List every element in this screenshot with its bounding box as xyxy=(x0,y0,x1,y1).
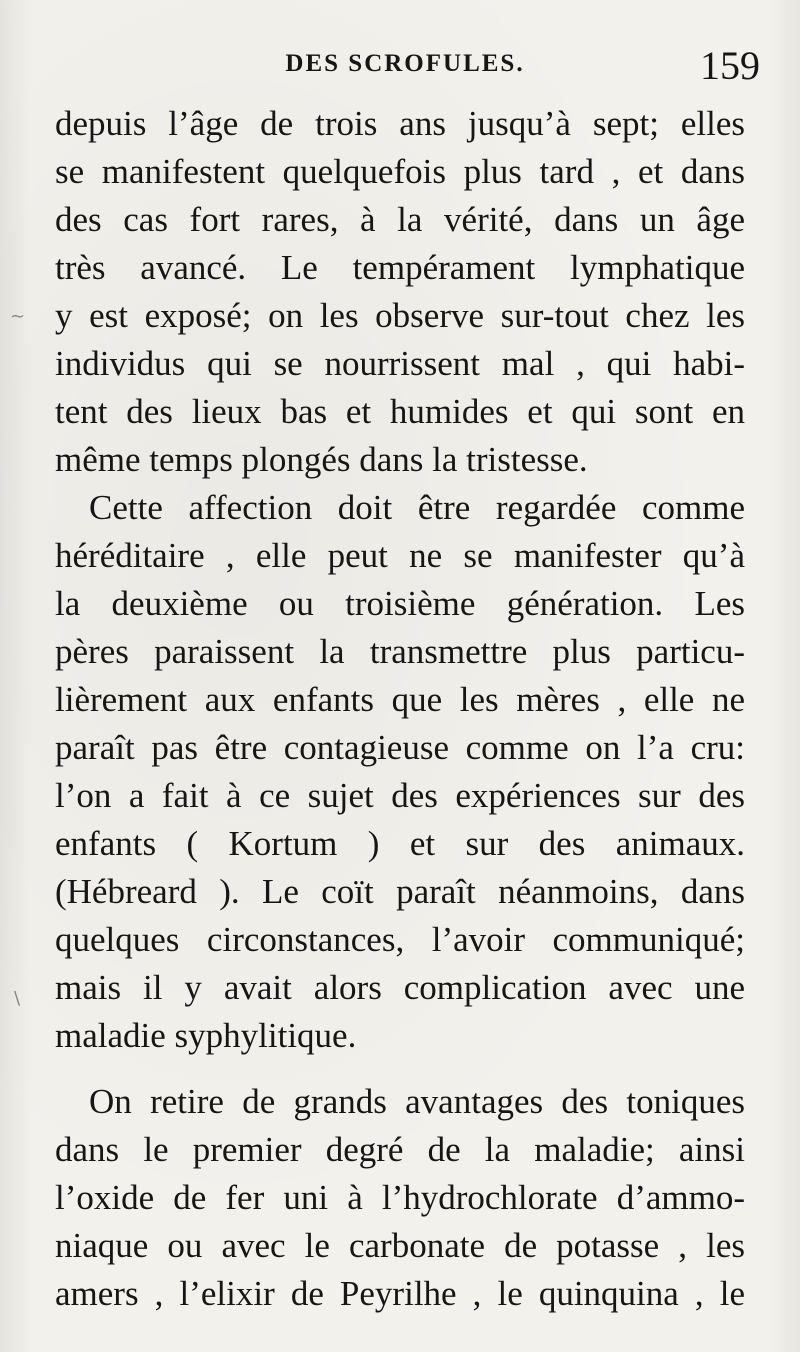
text-line: héréditaire , elle peut ne se manifester qu’à xyxy=(55,536,745,575)
text-line: l’on a fait à ce sujet des expériences sur des xyxy=(55,776,745,815)
text-line: On retire de grands avantages des toniques xyxy=(89,1082,745,1121)
text-line: la deuxième ou troisième génération. Les xyxy=(55,584,745,623)
text-line: tent des lieux bas et humides et qui sont en xyxy=(55,392,745,431)
text-line: individus qui se nourrissent mal , qui habi- xyxy=(55,344,745,383)
text-line: niaque ou avec le carbonate de potasse , les xyxy=(55,1226,745,1265)
margin-tick-mark: \ xyxy=(14,988,21,1009)
text-line: se manifestent quelquefois plus tard , et dans xyxy=(55,152,745,191)
body-text xyxy=(55,100,745,1318)
text-line: paraît pas être contagieuse comme on l’a cru: xyxy=(55,728,745,767)
text-line: lièrement aux enfants que les mères , elle ne xyxy=(55,680,745,719)
text-line: maladie syphylitique. xyxy=(55,1016,357,1055)
text-line: Cette affection doit être regardée comme xyxy=(89,488,745,527)
text-line: depuis l’âge de trois ans jusqu’à sept; elles xyxy=(55,104,745,143)
text-line: (Hébreard ). Le coït paraît néanmoins, dans xyxy=(55,872,745,911)
text-line: même temps plongés dans la tristesse. xyxy=(55,440,588,479)
text-line: quelques circonstances, l’avoir communiqué; xyxy=(55,920,745,959)
text-line: pères paraissent la transmettre plus particu- xyxy=(55,632,745,671)
text-line: l’oxide de fer uni à l’hydrochlorate d’ammo- xyxy=(55,1178,745,1217)
paragraph xyxy=(55,100,745,484)
text-line: dans le premier degré de la maladie; ainsi xyxy=(55,1130,745,1169)
text-line: mais il y avait alors complication avec une xyxy=(55,968,745,1007)
running-head: DES SCROFULES. xyxy=(285,50,525,77)
margin-tick-mark: ~ xyxy=(10,306,26,327)
page-header xyxy=(50,43,760,90)
text-line: enfants ( Kortum ) et sur des animaux. xyxy=(55,824,745,863)
text-line: des cas fort rares, à la vérité, dans un âge xyxy=(55,200,745,239)
text-line: très avancé. Le tempérament lymphatique xyxy=(55,248,745,287)
text-line: y est exposé; on les observe sur-tout chez les xyxy=(55,296,745,335)
paragraph xyxy=(55,1078,745,1318)
paragraph xyxy=(55,484,745,1060)
page-number: 159 xyxy=(700,43,760,88)
text-line: amers , l’elixir de Peyrilhe , le quinquina , le xyxy=(55,1274,745,1313)
